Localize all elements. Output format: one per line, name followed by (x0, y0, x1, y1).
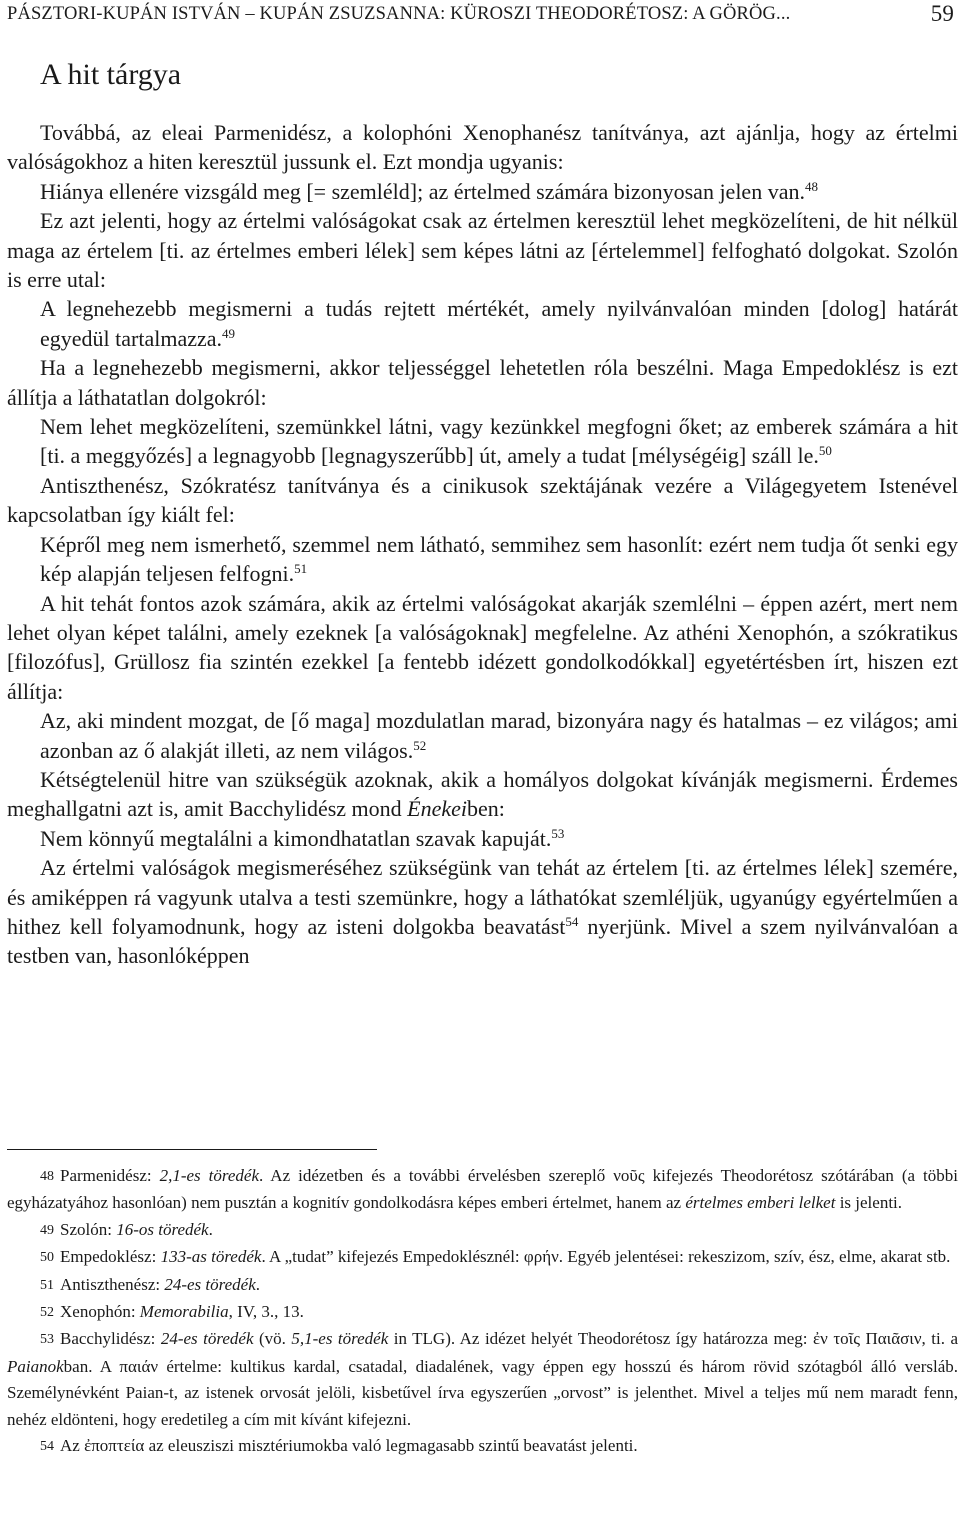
footnote-ref[interactable]: 53 (551, 825, 565, 841)
paragraph: Antiszthenész, Szókratész tanítványa és a cinikusok szektájának vezére a Világegyetem Istenével kapcsolatban így kiált fel: (7, 472, 958, 528)
paragraph: Ha a legnehezebb megismerni, akkor teljességgel lehetetlen róla beszélni. Maga Empedoklész is ezt állítja a láthatatlan dolgokról: (7, 355, 958, 410)
running-header (7, 1, 954, 30)
paragraph: Továbbá, az eleai Parmenidész, a kolophóni Xenophanész tanítványa, azt ajánlja, hogy az értelmi valóságokhoz a hiten keresztül jussunk el. Ezt mondja ugyanis: (7, 120, 958, 175)
footnote-53: 53 Bacchylidész: 24-es töredék (vö. 5,1-es töredék in TLG). Az idézet helyét Theodorétosz így határozza meg: ἐν τοῖς Παιᾶσιν, ti. a Paianokban. A παιάν értelme: kultikus kardal, csatadal, diadalének, vagy éppen egy hosszú és három rövid szótagból álló versláb. Személynévként Paian-t, az istenek orvosát jelöli, kisbetűvel írva egyszerűen „orvost” is jelenthet. Mivel a teljes mű nem maradt fenn, nehéz eldönteni, hogy eredetileg a cím mit kívánt kifejezni. (7, 1329, 958, 1429)
quotation: Az, aki mindent mozgat, de [ő maga] mozdulatlan marad, bizonyára nagy és hatalmas – ez világos; ami azonban az ő alakját illeti, az nem világos.$^{52}$ (40, 708, 958, 763)
footnote-52: 52 Xenophón: Memorabilia, IV, 3., 13. (40, 1302, 304, 1322)
paragraph: Kétségtelenül hitre van szükségük azoknak, akik a homályos dolgokat kívánják megismerni. Érdemes meghallgatni azt is, amit Bacchylidész mond Énekeiben: (7, 766, 958, 822)
main-text (7, 118, 958, 971)
footnote-ref[interactable]: 51 (294, 561, 308, 577)
footnote-51: 51 Antiszthenész: 24-es töredék. (40, 1274, 261, 1294)
footnote-ref[interactable]: 54 (565, 913, 579, 929)
footnote-ref[interactable]: 50 (818, 443, 832, 459)
footnote-50: 50 Empedoklész: 133-as töredék. A „tudat” kifejezés Empedoklésznél: φρήν. Egyéb jelentései: rekeszizom, szív, ész, elme, akarat stb. (40, 1247, 951, 1267)
footnote-ref[interactable]: 52 (413, 737, 427, 753)
quotation: A legnehezebb megismerni a tudás rejtett mértékét, amely nyilvánvalóan minden [dolog] határát egyedül tartalmazza.$^{49}$ (40, 296, 958, 351)
footnote-divider (7, 1149, 377, 1150)
footnote-49: 49 Szolón: 16-os töredék. (40, 1219, 213, 1239)
footnote-ref[interactable]: 49 (222, 325, 236, 341)
quotation: Nem lehet megközelíteni, szemünkkel látni, vagy kezünkkel megfogni őket; az emberek számára a hit [ti. a meggyőzés] a legnagyobb [legnagyszerűbb] út, amely a tudat [mélységéig] száll le.$^{50}$ (40, 414, 958, 469)
quotation: Képről meg nem ismerhető, szemmel nem látható, semmihez sem hasonlít: ezért nem tudja őt senki egy kép alapján teljesen felfogni.$^{51}$ (40, 531, 958, 587)
footnotes (7, 1163, 958, 1460)
quotation: Nem könnyű megtalálni a kimondhatatlan szavak kapuját.$^{53}$ (40, 825, 565, 851)
page-number: 59 (930, 1, 954, 26)
paragraph: A hit tehát fontos azok számára, akik az értelmi valóságokat akarják szemlélni – éppen azért, mert nem lehet olyan képet találni, amely ezeknek [a valóságoknak] megfelelne. Az athéni Xenophón, a szókratikus [filozófus], Grüllosz fia szintén ezekkel [a fentebb idézett gondolkodókkal] egyetértésben írt, hiszen ezt állítja: (7, 590, 958, 704)
work-title: Énekei (407, 796, 468, 822)
running-title: PÁSZTORI-KUPÁN ISTVÁN – KUPÁN ZSUZSANNA: KÜROSZI THEODORÉTOSZ: A GÖRÖG... (7, 4, 791, 24)
footnote-48: 48 Parmenidész: 2,1-es töredék. Az idézetben és a további érvelésben szereplő νοῦς kifejezés Theodorétosz szótárában (a többi egyházatyához hasonlóan) nem pusztán a kognitív gondolkodásra képes emberi értelmet, hanem az értelmes emberi lelket is jelenti. (7, 1166, 958, 1213)
paragraph: Az értelmi valóságok megismeréséhez szükségünk van tehát az értelem [ti. az értelmes lélek] szemére, és amiképpen rá vagyunk utalva a testi szemünkre, hogy a láthatókat szemléljük, ugyanúgy egyértelműen a hithez kell folyamodnunk, hogy az isteni dolgokba beavatást$^{54}$ nyerjünk. Mivel a szem nyilvánvalóan a testben van, hasonlóképpen (7, 855, 958, 969)
quotation: Hiánya ellenére vizsgáld meg [= szemléld]; az értelmed számára bizonyosan jelen van.$^{48}$ (40, 178, 818, 204)
paragraph: Ez azt jelenti, hogy az értelmi valóságokat csak az értelmen keresztül lehet megközelíteni, de hit nélkül maga az értelem [ti. az értelmes emberi lélek] sem képes látni az [értelemmel] felfogható dolgokat. Szolón is erre utal: (7, 208, 958, 293)
section-title: A hit tárgya (40, 58, 182, 91)
footnote-54: 54 Az ἐποπτεία az eleusziszi misztériumokba való legmagasabb szintű beavatást jelenti. (40, 1436, 638, 1456)
footnote-ref[interactable]: 48 (804, 178, 818, 194)
